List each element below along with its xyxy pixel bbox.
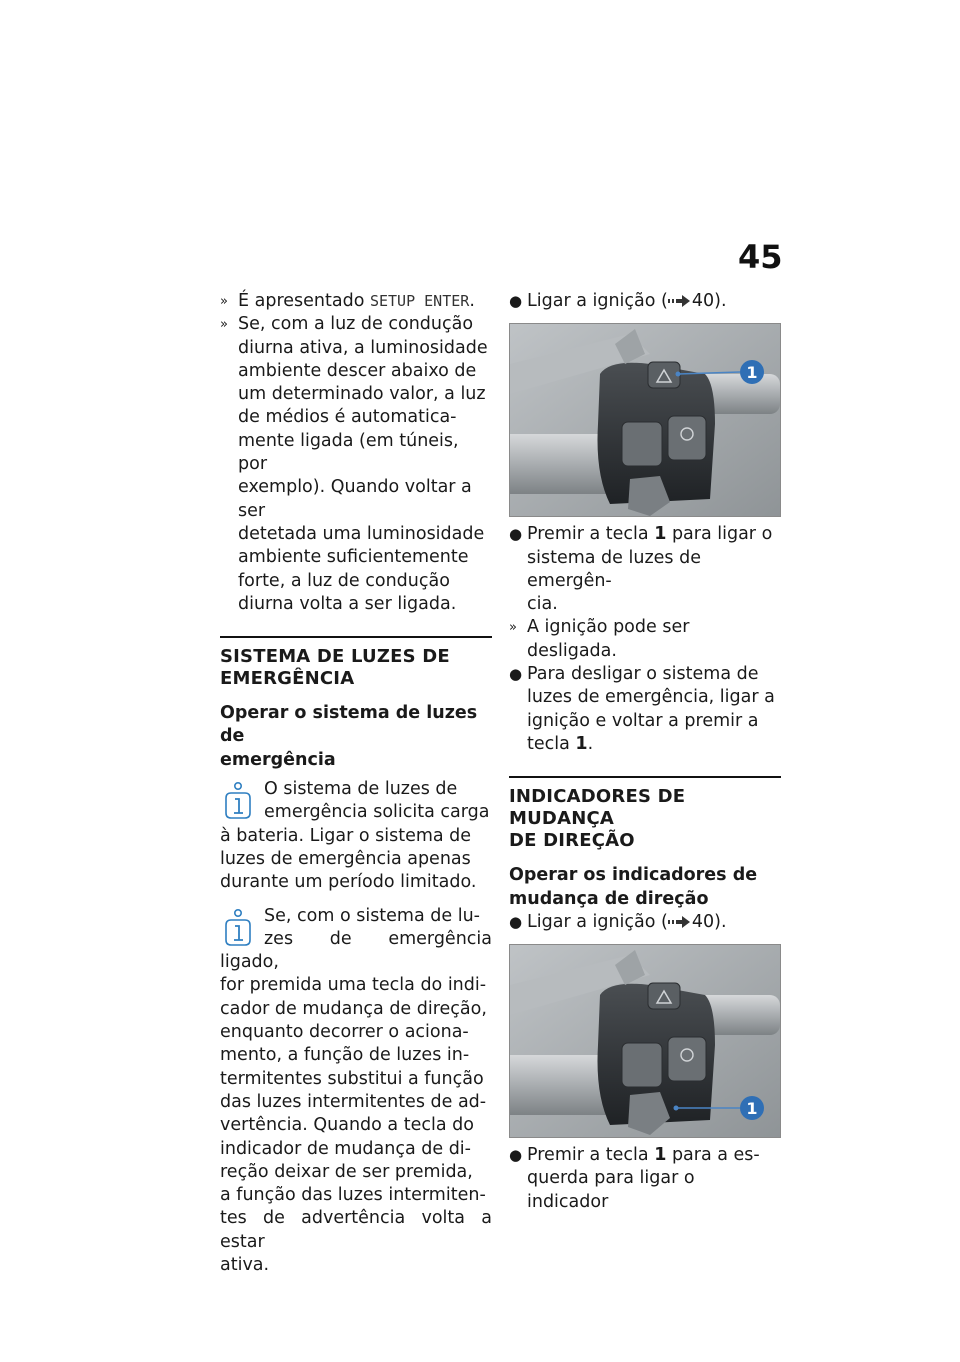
text-line: sistema de luzes de emergên- [527,547,701,591]
text-line: das luzes intermitentes de ad- [220,1091,487,1112]
text-line: cia. [527,594,558,615]
text: Premir a tecla [527,524,655,545]
text: Premir a tecla [527,1145,655,1166]
text-line: ativa. [220,1254,270,1275]
result-text-suffix: . [469,291,475,311]
handlebar-switch-illustration [510,324,780,516]
text-line: tes de advertência volta a estar [220,1208,492,1252]
text-line: querda para ligar o indicador [527,1168,695,1212]
section-title-line: DE DIREÇÃO [509,830,635,852]
text-line: luzes de emergência, ligar a [527,687,775,708]
left-column [220,290,492,1277]
result-item [220,313,492,616]
info-icon [220,907,256,947]
text-line: emergência solicita carga [264,802,490,823]
text-line: um determinado valor, a luz [238,384,486,405]
bullet-icon: ● [509,912,523,931]
bullet-icon: ● [509,292,523,310]
text: para a es- [666,1145,760,1166]
text-line: à bateria. Ligar o sistema de [220,825,472,846]
step-text: Ligar a ignição ( [527,911,668,932]
bullet-icon: ● [509,665,523,684]
subheading-line: Operar o sistema de luzes de [220,703,478,747]
subheading [509,864,781,911]
subheading-line: Operar os indicadores de [509,865,758,886]
step-paragraph [527,663,781,756]
grip [510,1055,610,1115]
double-chevron-icon: » [220,294,226,309]
text-line: zes de emergência ligado, [220,928,492,973]
result-text: É apresentado [238,291,370,311]
section-divider [509,776,781,852]
text-line: mento, a função de luzes in- [220,1045,470,1066]
info-note [220,778,492,894]
callout-point [676,372,681,377]
power-button [668,416,706,460]
text-line: diurna volta a ser ligada. [238,593,457,614]
arrow-right-icon [668,295,692,307]
info-icon [220,780,256,820]
callout-label: 1 [746,1099,758,1119]
text: tecla [527,733,576,754]
handlebar-switch-illustration [510,945,780,1137]
key-reference: 1 [575,733,588,754]
text-line: ignição e voltar a premir a [527,710,759,731]
double-chevron-icon: » [220,317,226,333]
text: para ligar o [666,524,773,545]
step-item [509,911,781,934]
section-divider [220,636,492,690]
step-item [509,290,781,313]
text-line: termitentes substitui a função [220,1068,484,1089]
double-chevron-icon: » [509,620,515,636]
step-paragraph [527,1144,781,1214]
subheading-line: emergência [220,749,336,770]
hazard-button [648,983,680,1009]
page-number: 45 [738,238,783,276]
text-line: indicador de mudança de di- [220,1138,471,1159]
menu-button [622,1043,662,1087]
step-text-suffix: ). [714,911,727,932]
section-title-line: EMERGÊNCIA [220,668,355,690]
key-reference: 1 [654,1145,667,1166]
section-title-line: SISTEMA DE LUZES DE [220,646,450,668]
step-item [509,523,781,616]
text-line: ambiente suficientemente [238,547,469,568]
text-line: detetada uma luminosidade [238,523,485,544]
text-line: vertência. Quando a tecla do [220,1115,474,1136]
display-code: SETUP ENTER [369,292,470,310]
text-line: a função das luzes intermiten- [220,1185,486,1206]
page-reference[interactable]: 40 [691,291,715,311]
menu-button [622,422,662,466]
step-text: Ligar a ignição ( [527,291,668,311]
step-text-suffix: ). [714,291,727,311]
page-reference[interactable]: 40 [691,911,715,932]
text-line: O sistema de luzes de [264,779,458,800]
bullet-icon: ● [509,525,523,544]
figure-hazard-switch [509,323,781,517]
right-column [509,290,781,1214]
text-line: Se, com o sistema de lu- [264,905,480,926]
text-line: cador de mudança de direção, [220,998,487,1019]
figure-turn-signal-switch [509,944,781,1138]
section-title-line: INDICADORES DE MUDANÇA [509,786,686,830]
section-title [509,786,781,852]
bullet-icon: ● [509,1146,523,1165]
text-line: Se, com a luz de condução [238,314,474,335]
callout-point [674,1106,679,1111]
text-line: durante um período limitado. [220,872,477,893]
arrow-right-icon [668,916,692,928]
text-line: reção deixar de ser premida, [220,1161,473,1182]
info-note [220,905,492,1278]
key-reference: 1 [654,524,667,545]
callout-label: 1 [746,363,758,383]
text-line: luzes de emergência apenas [220,848,471,869]
result-item [220,290,492,313]
result-paragraph [238,313,492,616]
hazard-button [648,362,680,388]
step-paragraph [527,523,781,616]
result-item [509,616,781,663]
text-line: mente ligada (em túneis, por [238,430,459,475]
text-line: for premida uma tecla do indi- [220,975,487,996]
power-button [668,1037,706,1081]
text-line: diurna ativa, a luminosidade [238,337,488,358]
text-line: enquanto decorrer o aciona- [220,1022,469,1043]
grip [510,434,610,494]
subheading [220,702,492,772]
text-line: exemplo). Quando voltar a ser [238,477,472,521]
step-item [509,1144,781,1214]
text: . [587,733,594,754]
subheading-line: mudança de direção [509,888,709,909]
text-line: ambiente descer abaixo de [238,360,477,381]
text-line: de médios é automatica- [238,407,457,428]
text-line: forte, a luz de condução [238,570,450,591]
text-line: Para desligar o sistema de [527,664,759,685]
section-title [220,646,492,690]
result-text: A ignição pode ser desligada. [527,617,690,661]
step-item [509,663,781,756]
